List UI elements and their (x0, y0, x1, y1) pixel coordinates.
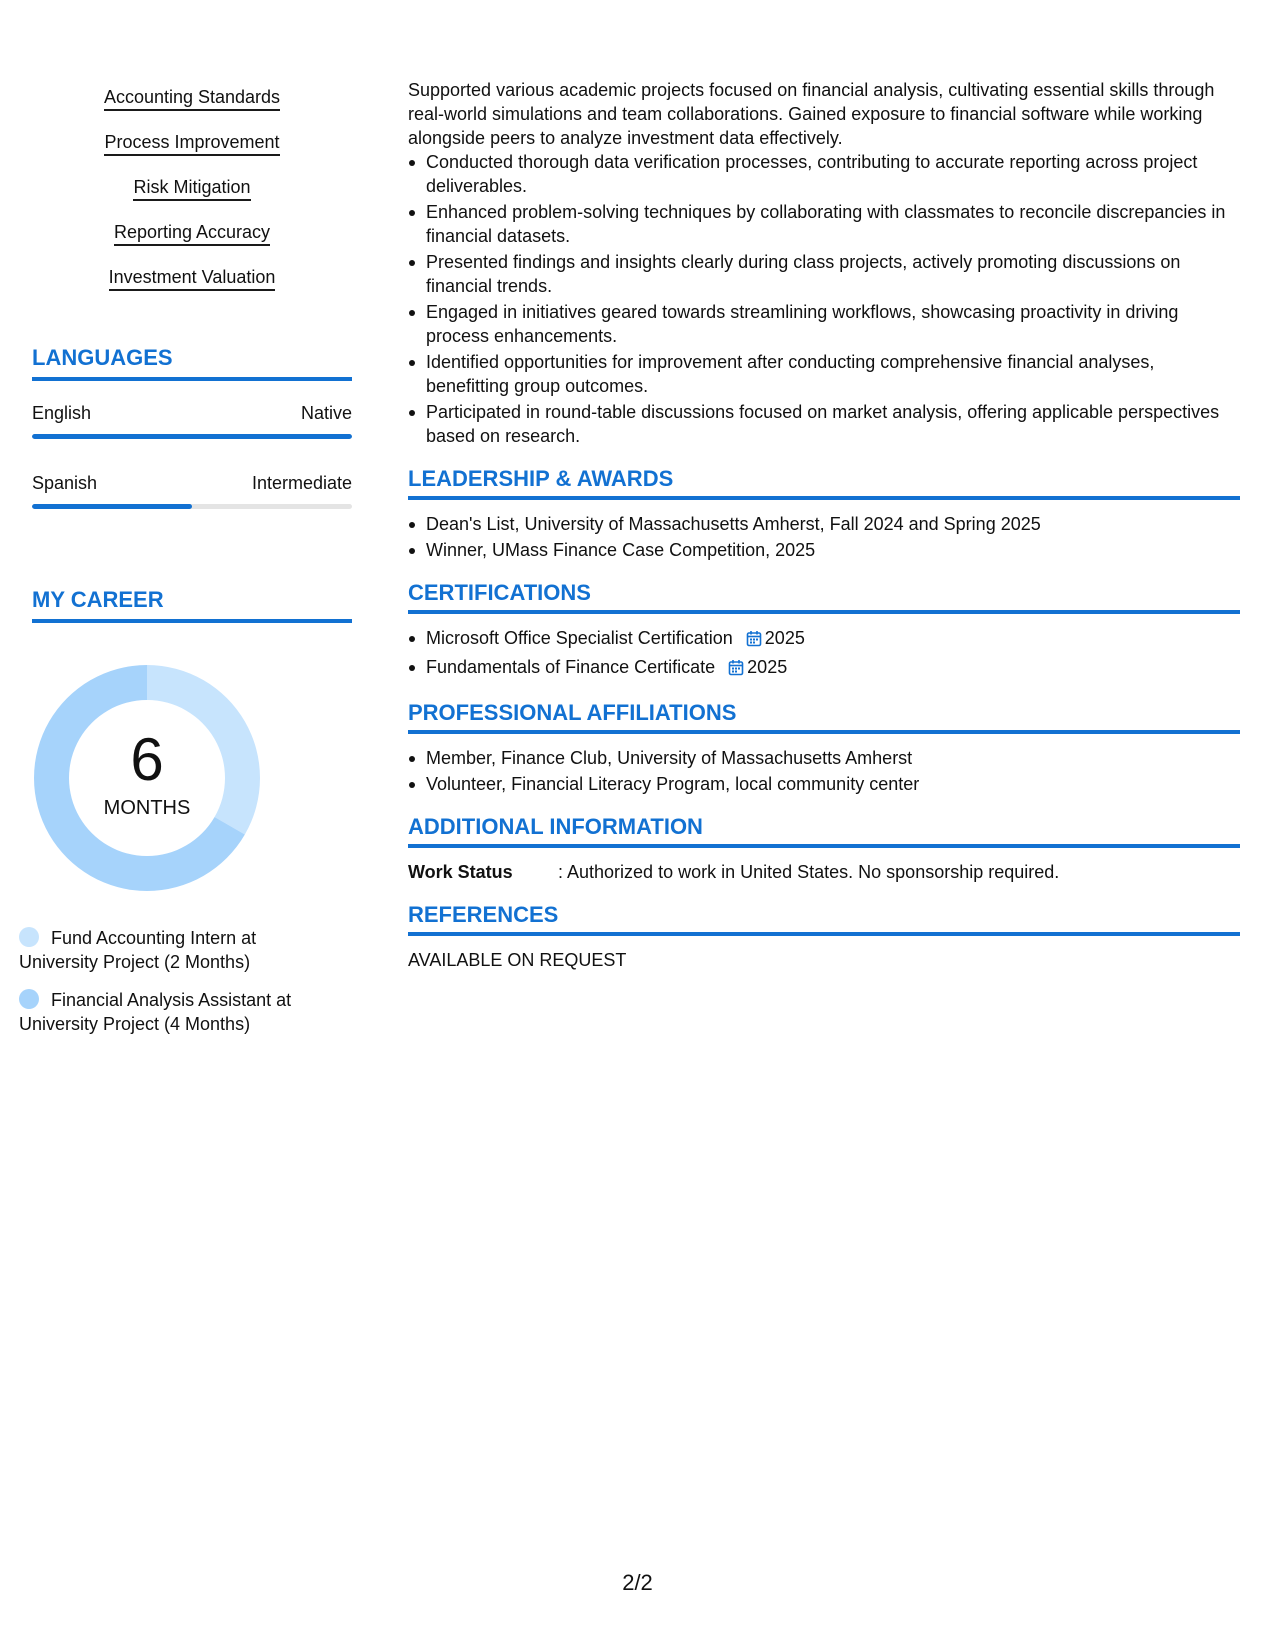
career-total-value: 6 (130, 726, 164, 793)
affiliation-item: Volunteer, Financial Literacy Program, local community center (426, 772, 1240, 796)
legend-label: Financial Analysis Assistant at University Project (4 Months) (19, 990, 292, 1034)
experience-bullets (408, 150, 1240, 448)
skill-item: Reporting Accuracy (114, 221, 270, 246)
work-status-row (408, 860, 1240, 884)
language-spanish (32, 472, 352, 509)
experience-bullet: Engaged in initiatives geared towards streamlining workflows, showcasing proactivity in driving process enhancements. (426, 300, 1240, 348)
leadership-list (408, 512, 1240, 562)
career-legend (19, 926, 299, 1050)
experience-bullet: Identified opportunities for improvement after conducting comprehensive financial analyses, benefitting group outcomes. (426, 350, 1240, 398)
skill-item: Investment Valuation (109, 266, 276, 291)
skills-list (32, 86, 352, 311)
certification-name: Fundamentals of Finance Certificate (426, 657, 716, 677)
affiliation-item: Member, Finance Club, University of Massachusetts Amherst (426, 746, 1240, 770)
skill-item: Process Improvement (104, 131, 279, 156)
language-proficiency-fill (32, 434, 352, 439)
skill-item: Risk Mitigation (133, 176, 250, 201)
career-heading: MY CAREER (32, 587, 352, 623)
legend-label: Fund Accounting Intern at University Project (2 Months) (19, 928, 257, 972)
leadership-item: Dean's List, University of Massachusetts Amherst, Fall 2024 and Spring 2025 (426, 512, 1240, 536)
skill-item: Accounting Standards (104, 86, 280, 111)
certification-item (426, 655, 1240, 682)
language-name: Spanish (32, 473, 98, 493)
work-status-label: Work Status (408, 862, 513, 882)
certifications-list (408, 626, 1240, 682)
affiliations-heading: PROFESSIONAL AFFILIATIONS (408, 700, 1240, 734)
language-proficiency-bar (32, 434, 352, 439)
career-total-unit: MONTHS (103, 797, 191, 819)
donut-center (34, 665, 260, 891)
right-column (408, 78, 1240, 972)
certification-year: 2025 (764, 628, 805, 648)
experience-summary: Supported various academic projects focused on financial analysis, cultivating essential skills through real-world simulations and team collaborations. Gained exposure to financial software while working alongside peers to analyze investment data effectively. (408, 80, 1215, 148)
leadership-item: Winner, UMass Finance Case Competition, 2025 (426, 538, 1240, 562)
certification-name: Microsoft Office Specialist Certification (426, 628, 733, 648)
language-proficiency-fill (32, 504, 192, 509)
legend-item (19, 988, 299, 1036)
language-name: English (32, 403, 92, 423)
legend-dot (19, 989, 39, 1009)
work-status-value: : Authorized to work in United States. No sponsorship required. (558, 862, 1060, 882)
experience-bullet: Enhanced problem-solving techniques by collaborating with classmates to reconcile discrepancies in financial datasets. (426, 200, 1240, 248)
language-level: Native (300, 403, 352, 423)
references-heading: REFERENCES (408, 902, 1240, 936)
affiliations-list (408, 746, 1240, 796)
experience-bullet: Conducted thorough data verification processes, contributing to accurate reporting across project deliverables. (426, 150, 1240, 198)
calendar-icon (746, 629, 762, 653)
page-number: 2/2 (622, 1570, 653, 1595)
calendar-icon (728, 658, 744, 682)
certifications-heading: CERTIFICATIONS (408, 580, 1240, 614)
language-proficiency-bar (32, 504, 352, 509)
certification-year: 2025 (747, 657, 788, 677)
languages-heading: LANGUAGES (32, 345, 352, 381)
experience-bullet: Presented findings and insights clearly during class projects, actively promoting discussions on financial trends. (426, 250, 1240, 298)
career-donut-chart (34, 665, 260, 891)
legend-dot (19, 927, 39, 947)
certification-item (426, 626, 1240, 653)
additional-info-heading: ADDITIONAL INFORMATION (408, 814, 1240, 848)
leadership-heading: LEADERSHIP & AWARDS (408, 466, 1240, 500)
references-text: AVAILABLE ON REQUEST (408, 950, 627, 970)
language-english (32, 402, 352, 439)
legend-item (19, 926, 299, 974)
language-level: Intermediate (251, 473, 352, 493)
experience-bullet: Participated in round-table discussions focused on market analysis, offering applicable perspectives based on research. (426, 400, 1240, 448)
